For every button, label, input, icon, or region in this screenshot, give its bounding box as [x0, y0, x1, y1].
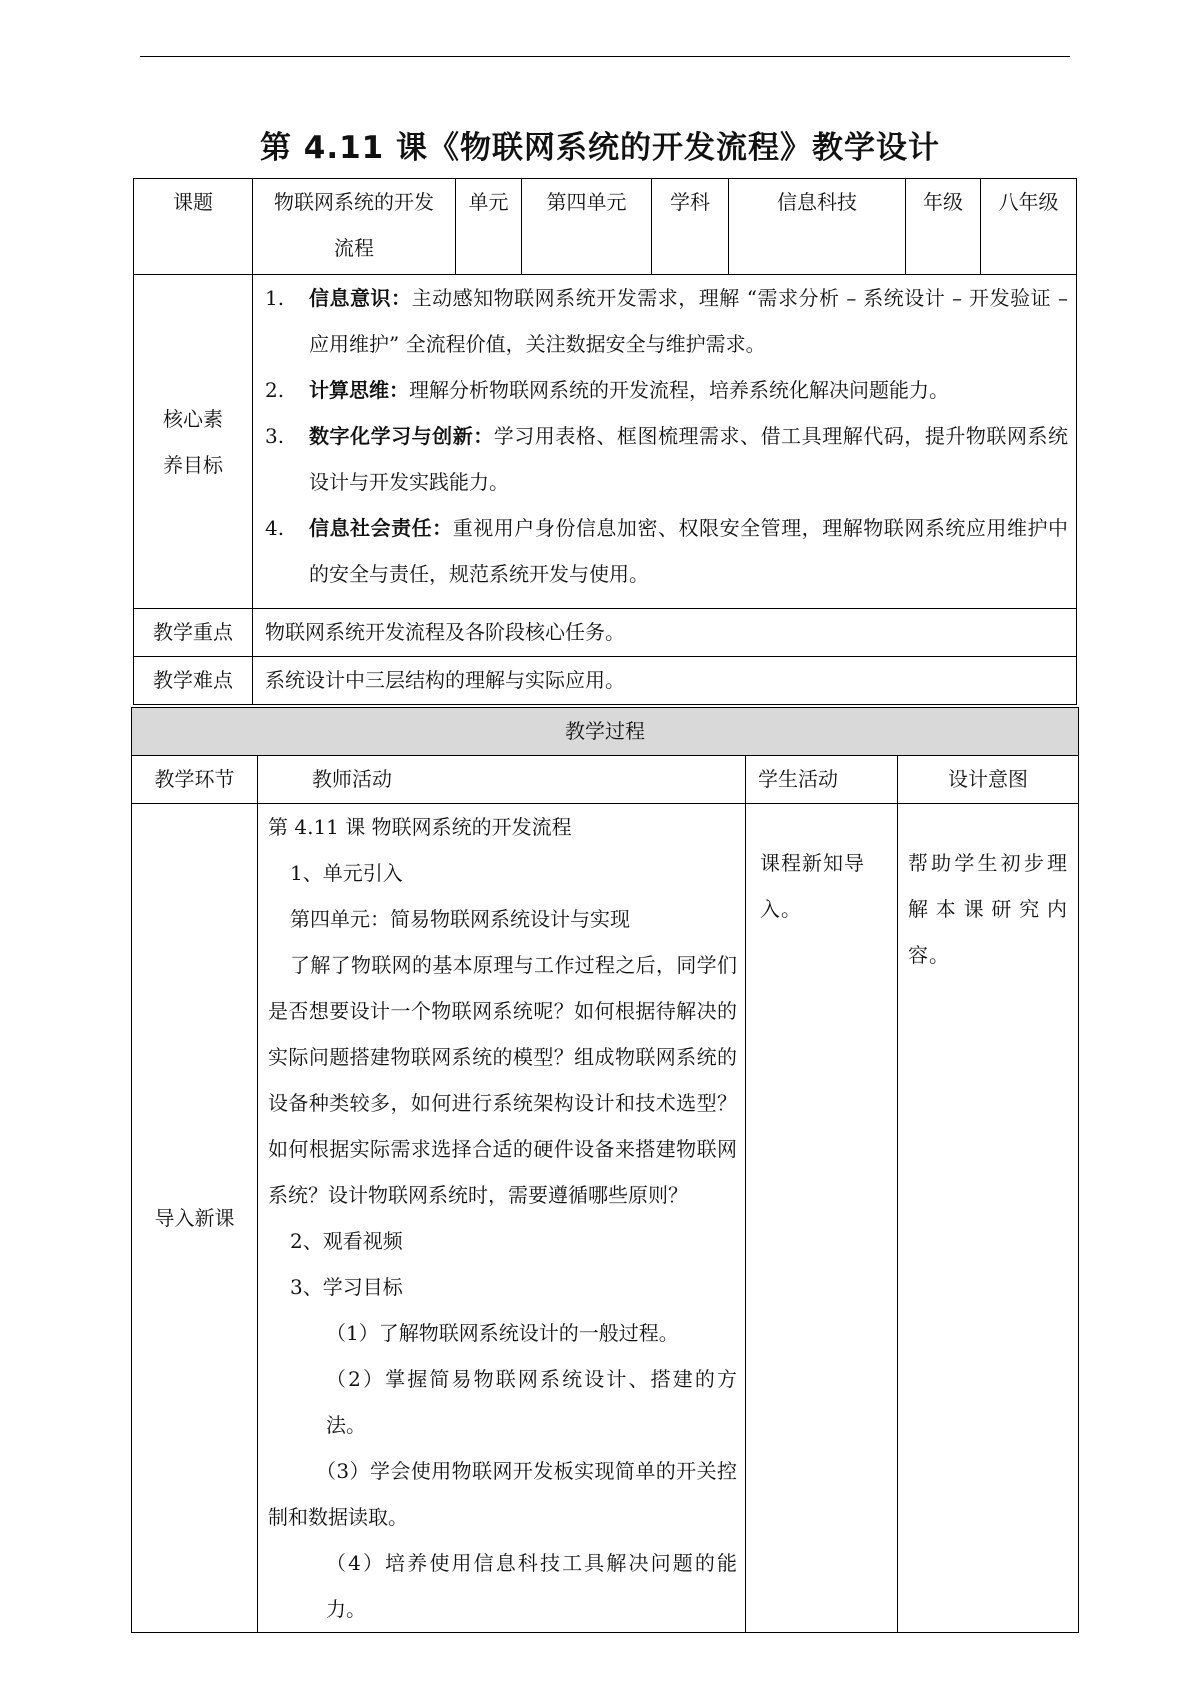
teacher-line-section: 2、观看视频 [290, 1229, 403, 1253]
goal-item [253, 367, 1076, 413]
header-rule [140, 56, 1070, 57]
goals-label-line1: 核心素 [163, 406, 223, 431]
subject-value: 信息科技 [729, 179, 906, 275]
goal-item [253, 275, 1076, 367]
grade-value: 八年级 [981, 179, 1077, 275]
teacher-line-objective: （3）学会使用物联网开发板实现简单的开关控制和数据读取。 [268, 1459, 737, 1529]
topic-label: 课题 [134, 179, 253, 275]
goal-text: 学习用表格、框图梳理需求、借工具理解代码，提升物联网系统设计与开发实践能力。 [309, 424, 1068, 494]
process-table [131, 707, 1079, 1633]
grade-label: 年级 [906, 179, 981, 275]
goal-item [253, 413, 1076, 505]
topic-value-line1: 物联网系统的开发 [274, 190, 434, 214]
teacher-line-intro: 了解了物联网的基本原理与工作过程之后，同学们是否想要设计一个物联网系统呢？如何根据待解决的实际问题搭建物联网系统的模型？组成物联网系统的设备种类较多，如何进行系统架构设计和技术选型？如何根据实际需求选择合适的硬件设备来搭建物联网系统？设计物联网系统时，需要遵循哪些原则？ [268, 953, 737, 1207]
goal-heading: 信息社会责任： [309, 516, 453, 540]
col-teacher: 教师活动 [258, 756, 746, 804]
key-point-value: 物联网系统开发流程及各阶段核心任务。 [253, 609, 1077, 657]
goal-text: 主动感知物联网系统开发需求，理解 “需求分析 – 系统设计 – 开发验证 – 应用维护” 全流程价值，关注数据安全与维护需求。 [309, 286, 1068, 356]
design-intent: 帮助学生初步理解本课研究内容。 [898, 804, 1079, 1633]
key-point-label: 教学重点 [134, 609, 253, 657]
teacher-line-section: 1、单元引入 [290, 861, 403, 885]
subject-label: 学科 [652, 179, 729, 275]
unit-label: 单元 [456, 179, 522, 275]
stage-cell: 导入新课 [132, 804, 258, 1633]
goals-label [134, 275, 253, 609]
teacher-line-section: 3、学习目标 [290, 1275, 403, 1299]
col-intent: 设计意图 [898, 756, 1079, 804]
goal-item [253, 505, 1076, 597]
teacher-line-objective: （4）培养使用信息科技工具解决问题的能力。 [326, 1551, 737, 1621]
goal-number: 3. [265, 424, 285, 448]
difficulty-value: 系统设计中三层结构的理解与实际应用。 [253, 657, 1077, 705]
student-activity: 课程新知导入。 [746, 804, 898, 1633]
teacher-line-objective: （1）了解物联网系统设计的一般过程。 [326, 1321, 679, 1345]
goal-text: 理解分析物联网系统的开发流程，培养系统化解决问题能力。 [409, 378, 949, 402]
process-header: 教学过程 [132, 708, 1079, 756]
goal-heading: 计算思维： [309, 378, 409, 402]
info-table [133, 178, 1077, 705]
goal-number: 4. [265, 516, 285, 540]
goal-heading: 数字化学习与创新： [309, 424, 494, 448]
document-title: 第 4.11 课《物联网系统的开发流程》教学设计 [259, 130, 941, 166]
goal-number: 2. [265, 378, 285, 402]
goal-heading: 信息意识： [309, 286, 412, 310]
topic-value [253, 179, 456, 275]
goals-list [253, 275, 1077, 609]
col-student: 学生活动 [746, 756, 898, 804]
unit-value: 第四单元 [522, 179, 652, 275]
topic-value-line2: 流程 [334, 236, 374, 260]
teacher-line-unit: 第四单元：简易物联网系统设计与实现 [290, 907, 630, 931]
goal-text: 重视用户身份信息加密、权限安全管理，理解物联网系统应用维护中的安全与责任，规范系统开发与使用。 [309, 516, 1069, 586]
difficulty-label: 教学难点 [134, 657, 253, 705]
goal-number: 1. [265, 286, 285, 310]
teacher-line-title: 第 4.11 课 物联网系统的开发流程 [268, 815, 572, 839]
teacher-line-objective: （2）掌握简易物联网系统设计、搭建的方法。 [326, 1367, 737, 1437]
col-stage: 教学环节 [132, 756, 258, 804]
teacher-activity [258, 804, 746, 1633]
goals-label-line2: 养目标 [163, 452, 223, 477]
